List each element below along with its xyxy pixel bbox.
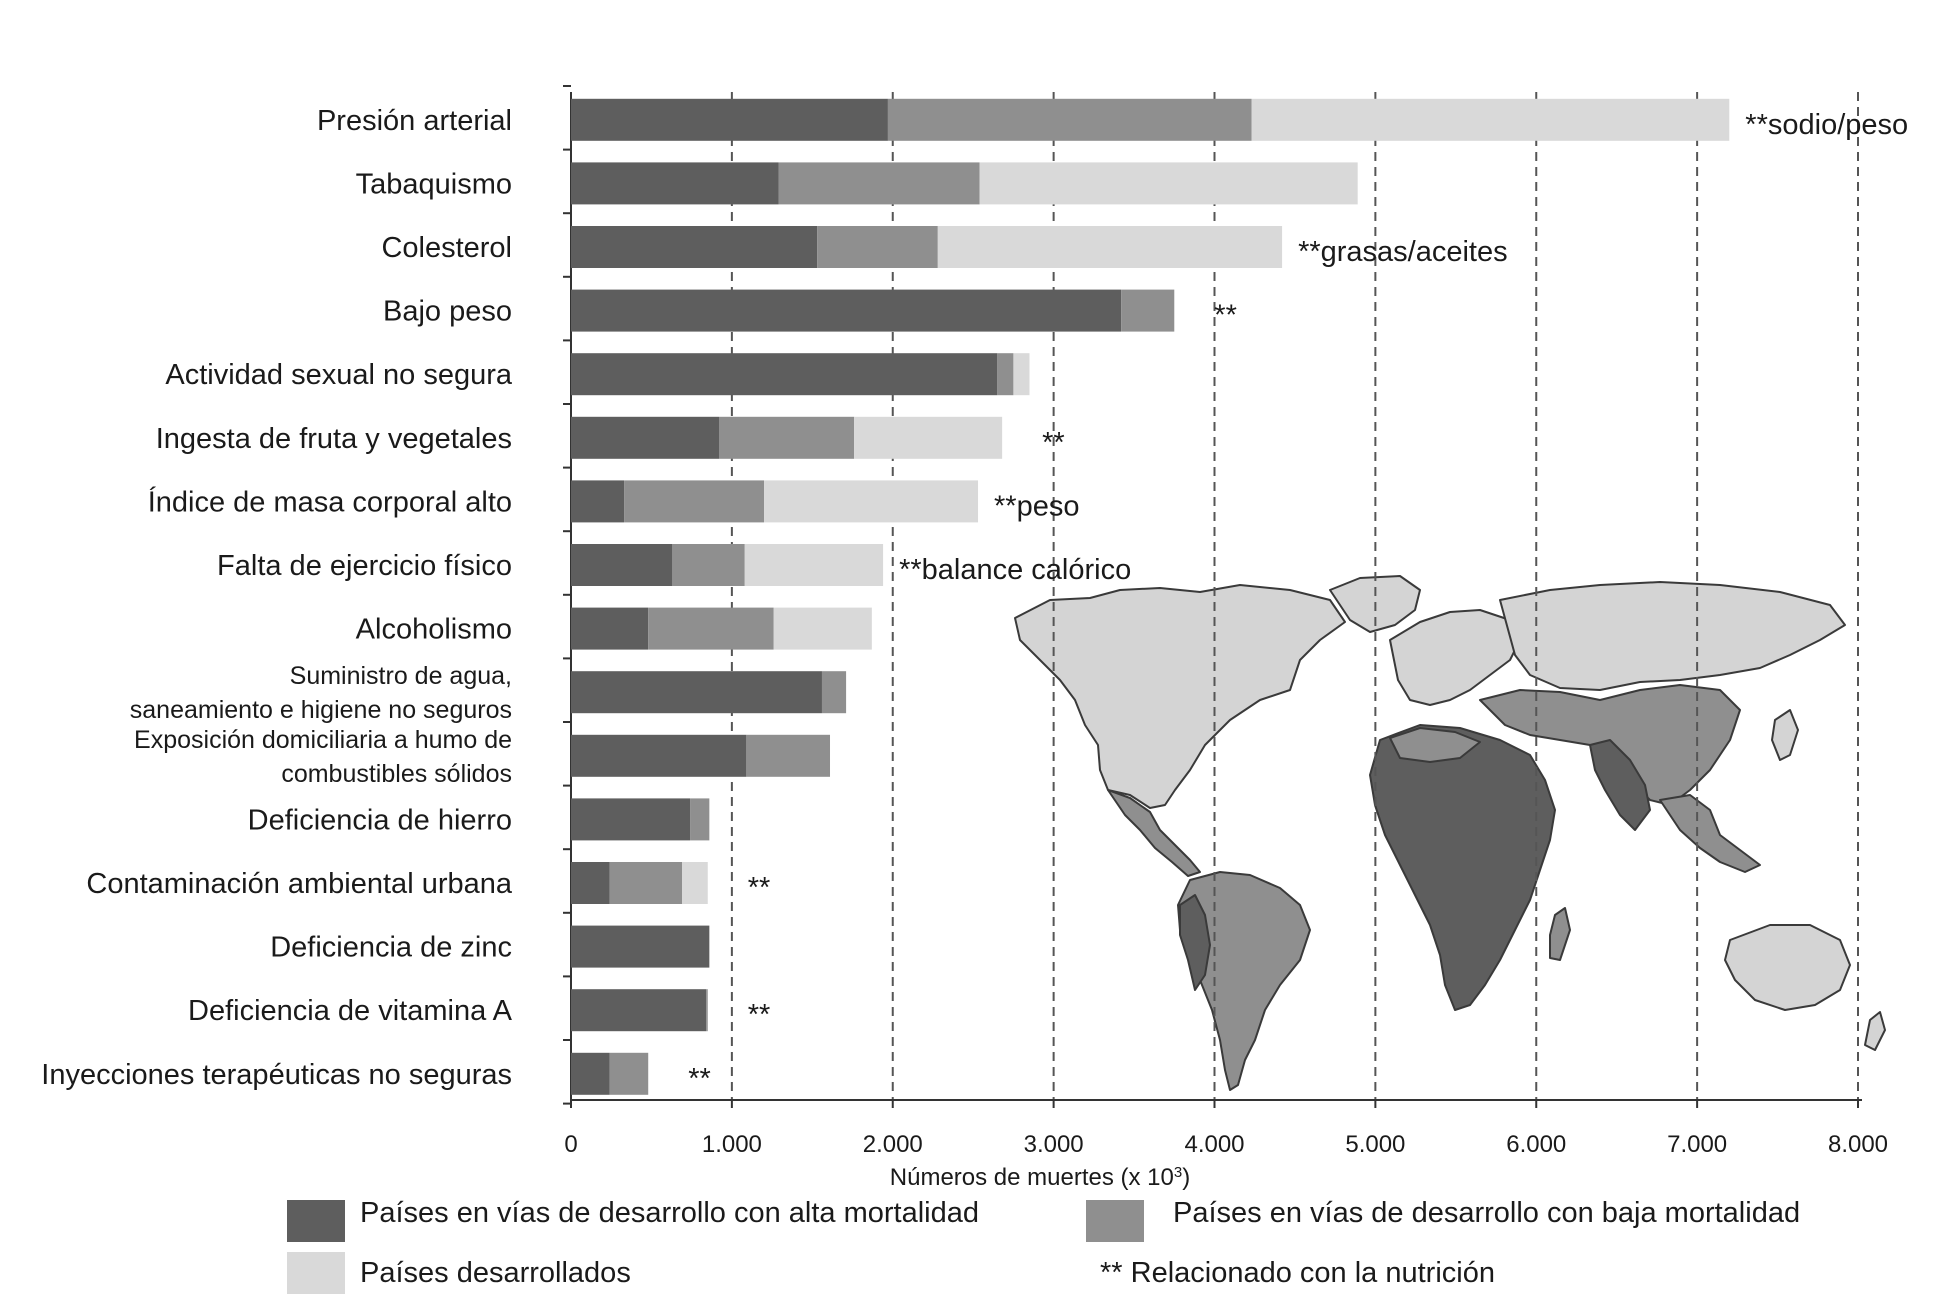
bar-segment [779,162,980,204]
bar-segment [571,290,1121,332]
legend-swatch [1086,1200,1144,1242]
category-label: Deficiencia de vitamina A [188,995,512,1028]
category-label: Falta de ejercicio físico [217,550,512,582]
bar-segment [690,798,709,840]
bar-segment [672,544,744,586]
category-label: Contaminación ambiental urbana [86,868,512,900]
bar-segment [1252,99,1730,141]
world-map-icon [1015,576,1885,1090]
annotation: ** [747,999,771,1032]
category-label: Actividad sexual no segura [165,359,512,392]
legend-swatch [287,1252,345,1294]
x-tick-label: 4.000 [1184,1131,1245,1158]
bar-segment [888,99,1252,141]
x-tick-label: 7.000 [1667,1131,1728,1158]
annotation: ** [1042,426,1065,459]
bar-segment [571,480,624,522]
bar-segment [764,480,978,522]
annotation: **grasas/aceites [1298,236,1508,268]
x-tick-label: 2.000 [862,1131,923,1158]
bar-segment [817,226,938,268]
legend-note: ** Relacionado con la nutrición [1100,1257,1495,1289]
x-tick-label: 0 [564,1131,578,1158]
category-label: Suministro de agua, [289,662,512,691]
bar-segment [571,926,709,968]
annotation: ** [747,872,771,904]
legend-label: Países desarrollados [360,1257,631,1289]
bar-segment [822,671,846,713]
bar-segment [648,608,773,650]
bar-segment [571,671,822,713]
legend-label: Países en vías de desarrollo con alta mortalidad [360,1197,980,1229]
bar-segment [571,544,672,586]
category-label: Índice de masa corporal alto [147,486,512,519]
x-tick-label: 6.000 [1506,1131,1567,1158]
bar-segment [571,862,610,904]
category-labels [41,105,513,1091]
bar-segment [980,162,1358,204]
legend [287,1197,1800,1294]
category-label: Presión arterial [316,104,512,137]
bar-segment [624,480,764,522]
x-axis-label: Números de muertes (x $10^3$) [889,1163,1191,1191]
x-tick-label: 3.000 [1023,1131,1084,1158]
bar-segment [610,1053,649,1095]
bar-segment [706,989,708,1031]
bar-segment [571,989,706,1031]
bar-segment [571,798,690,840]
bar-segment [1121,290,1174,332]
category-label: Deficiencia de hierro [247,804,512,837]
category-label: Inyecciones terapéuticas no seguras [41,1058,512,1091]
x-tick-label: 1.000 [701,1131,762,1158]
bar-segment [571,353,997,395]
bar-segment [1013,353,1029,395]
bar-segment [997,353,1013,395]
bar-segment [571,99,888,141]
annotation: **sodio/peso [1745,108,1909,141]
category-label: Deficiencia de zinc [270,931,512,964]
bar-segment [571,608,648,650]
category-label: Tabaquismo [355,168,512,201]
bar-segment [571,226,817,268]
category-label: saneamiento e higiene no seguros [129,696,512,725]
annotation: **peso [994,490,1080,523]
bar-segment [571,735,746,777]
category-label: Alcoholismo [355,613,512,646]
category-label: Ingesta de fruta y vegetales [155,422,512,455]
bar-segment [571,162,779,204]
bar-segment [854,417,1002,459]
legend-label: Países en vías de desarrollo con baja mortalidad [1173,1197,1801,1229]
bar-segment [938,226,1282,268]
legend-swatch [287,1200,345,1242]
annotation: **balance calórico [899,554,1132,586]
bar-segment [571,1053,610,1095]
bar-segment [682,862,708,904]
x-tick-label: 5.000 [1345,1131,1406,1158]
category-label: combustibles sólidos [281,759,512,788]
category-label: Colesterol [381,232,512,264]
category-label: Exposición domiciliaria a humo de [134,725,512,754]
annotation: ** [1214,299,1237,332]
bar-segment [774,608,872,650]
bar-segment [745,544,883,586]
bar-segment [719,417,854,459]
bar-segment [746,735,830,777]
x-tick-labels [564,1100,1888,1158]
annotation: ** [688,1062,711,1095]
category-label: Bajo peso [383,295,512,328]
bar-segment [610,862,682,904]
x-tick-label: 8.000 [1827,1131,1889,1158]
bar-segment [571,417,719,459]
